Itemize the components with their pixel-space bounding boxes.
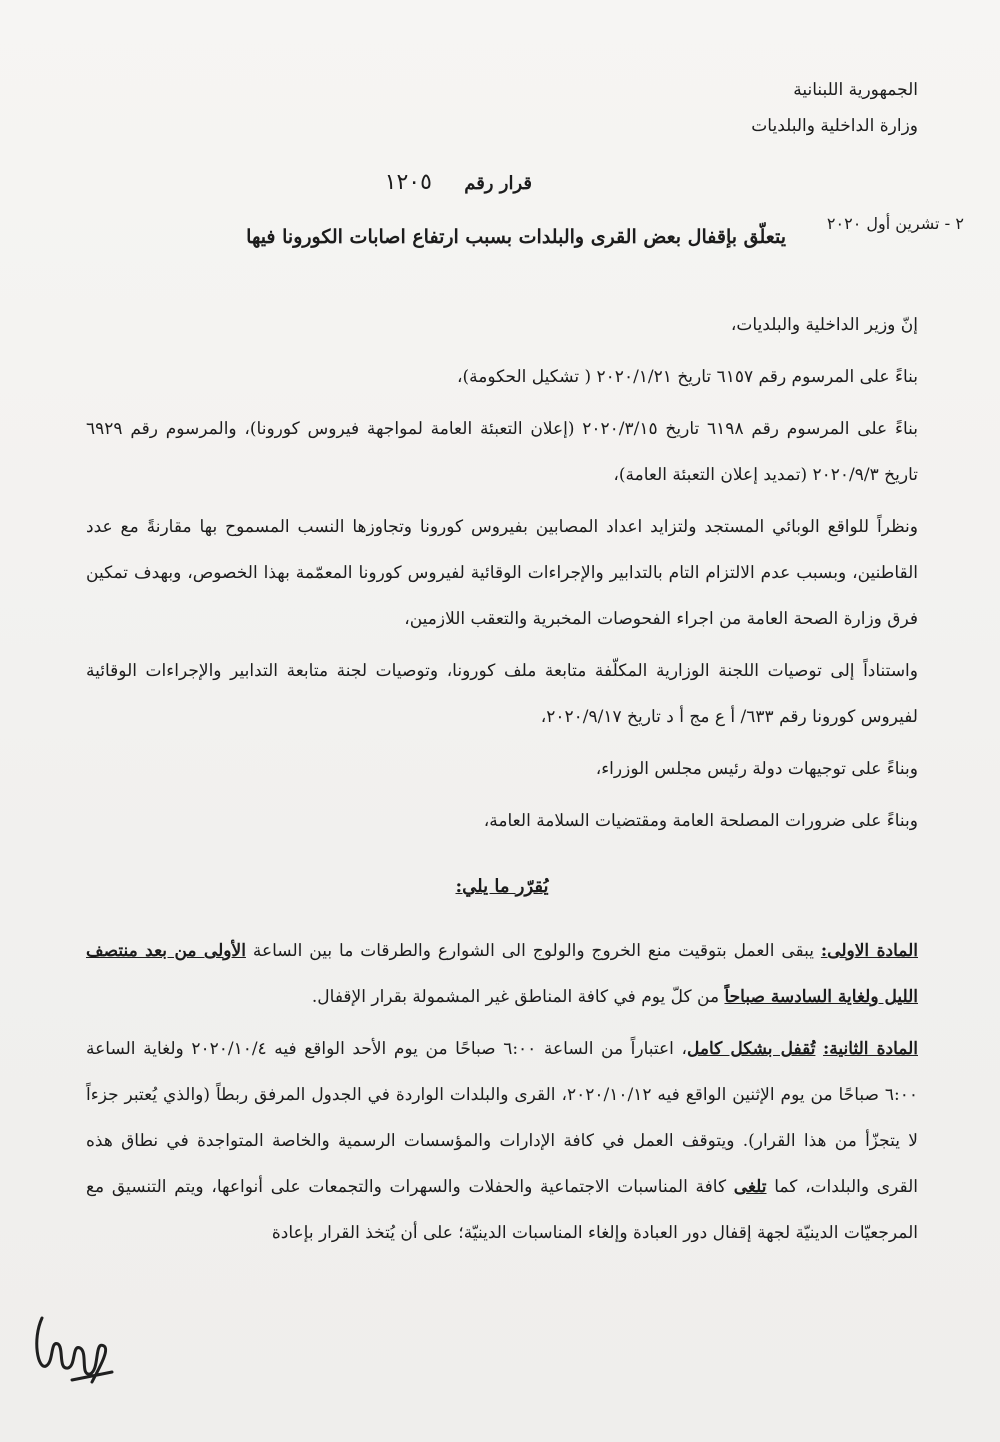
- decision-date: ٢ - تشرين أول ٢٠٢٠: [826, 214, 964, 233]
- paragraph-decree-government: بناءً على المرسوم رقم ٦١٥٧ تاريخ ٢٠٢٠/١/٢١ ( تشكيل الحكومة)،: [457, 367, 918, 387]
- paragraph-decree-mobilization: بناءً على المرسوم رقم ٦١٩٨ تاريخ ٢٠٢٠/٣/١٥ (إعلان التعبئة العامة لمواجهة فيروس كورونا)، والمرسوم رقم ٦٩٢٩ تاريخ ٢٠٢٠/٩/٣ (تمديد إعلان التعبئة العامة)،: [86, 419, 919, 485]
- article-1-text-b: من كلّ يوم في كافة المناطق غير المشمولة بقرار الإقفال.: [311, 987, 725, 1007]
- article-2-label: المادة الثانية:: [823, 1039, 918, 1059]
- letterhead: [751, 72, 918, 144]
- article-1-emphasis: الأولى من بعد منتصف الليل ولغاية السادسة صباحاً: [86, 941, 918, 1007]
- signature-scribble-icon: [28, 1310, 118, 1390]
- handwritten-signature: [28, 1310, 118, 1390]
- decision-number: ١٢٠٥: [384, 170, 432, 195]
- article-2-emphasis-a: تُقفل بشكل كامل: [686, 1039, 816, 1059]
- paragraph-public-interest: وبناءً على ضرورات المصلحة العامة ومقتضيات السلامة العامة،: [483, 811, 918, 831]
- article-2-emphasis-b: تلغى: [733, 1177, 767, 1197]
- article-2-text-a: ، اعتباراً من الساعة ٦:٠٠ صباحًا من يوم الأحد الواقع فيه ٢٠٢٠/١٠/٤ ولغاية الساعة ٦:٠٠ صباحًا من يوم الإثنين الواقع فيه ٢٠٢٠/١٠/١٢، القرى والبلدات الواردة في الجدول المرفق ربطاً (والذي يُعتبر جزءاً لا يتجزّأ من هذا القرار). ويتوقف العمل في كافة الإدارات والمؤسسات الرسمية والخاصة المتواجدة في نطاق هذه القرى والبلدات، كما: [86, 1039, 918, 1197]
- document-body: [86, 302, 918, 1262]
- paragraph-epidemic-situation: ونظراً للواقع الوبائي المستجد ولتزايد اعداد المصابين بفيروس كورونا وتجاوزها النسب المسموح بها مقارنةً مع عدد القاطنين، وبسبب عدم الالتزام التام بالتدابير والإجراءات الوقائية لفيروس كورونا المعمّمة بهذا الخصوص، وبهدف تمكين فرق وزارة الصحة العامة من اجراء الفحوصات المخبرية والتعقب اللازمين،: [86, 517, 918, 629]
- article-1: [86, 928, 918, 1020]
- article-2-text-b: كافة المناسبات الاجتماعية والحفلات والسهرات والتجمعات على أنواعها، ويتم التنسيق مع المرجعيّات الدينيّة لجهة إقفال دور العبادة وإلغاء المناسبات الدينيّة؛ على أن يُتخذ القرار بإعادة: [86, 1177, 918, 1243]
- paragraph-pm-directives: وبناءً على توجيهات دولة رئيس مجلس الوزراء،: [595, 759, 918, 779]
- decides-heading: يُقرّر ما يلي:: [455, 876, 549, 897]
- article-2: [86, 1026, 918, 1256]
- decision-subject: يتعلّق بإقفال بعض القرى والبلدات بسبب ارتفاع اصابات الكورونا فيها: [246, 226, 786, 248]
- paragraph-committee-recommendations: واستناداً إلى توصيات اللجنة الوزارية المكلّفة متابعة ملف كورونا، وتوصيات لجنة متابعة التدابير والإجراءات الوقائية لفيروس كورونا رقم ٦٣٣/ أ ع مج أ د تاريخ ٢٠٢٠/٩/١٧،: [86, 661, 918, 727]
- decision-label: قرار رقم: [464, 173, 532, 194]
- paragraph-minister: إنّ وزير الداخلية والبلديات،: [730, 315, 918, 335]
- article-1-label: المادة الاولى:: [820, 941, 918, 961]
- decision-number-line: [385, 170, 532, 195]
- republic-name: الجمهورية اللبنانية: [793, 80, 918, 100]
- article-1-text-a: يبقى العمل بتوقيت منع الخروج والولوج الى الشوارع والطرقات ما بين الساعة: [245, 941, 821, 961]
- ministry-name: وزارة الداخلية والبلديات: [751, 116, 918, 136]
